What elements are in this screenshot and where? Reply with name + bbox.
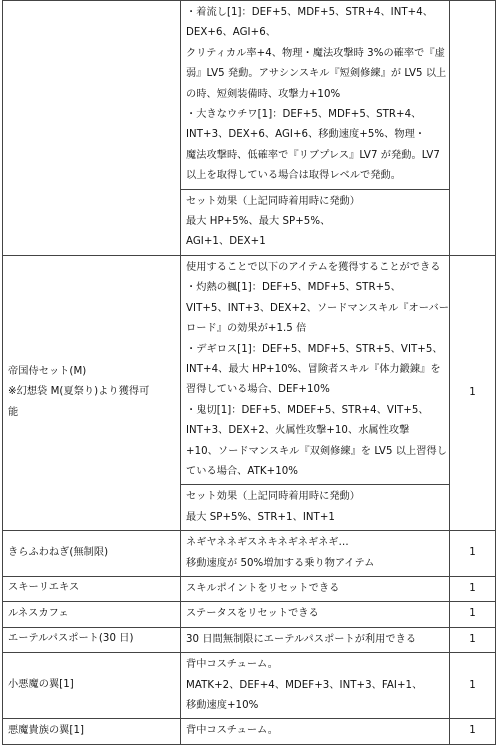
desc-line: 習得している場合、DEF+10% [186, 384, 330, 396]
table-row [3, 255, 496, 484]
item-name: きらふわねぎ(無制限) [8, 546, 109, 558]
item-desc-cell [181, 719, 450, 744]
item-name: エーテルパスポート(30 日) [8, 633, 134, 645]
desc-line: の時、短剣装備時、攻撃力+10% [186, 88, 341, 100]
table-row [3, 719, 496, 744]
desc-line: 使用することで以下のアイテムを獲得することができる [186, 261, 441, 273]
desc-line: 30 日間無制限にエーテルパスポートが利用できる [186, 633, 417, 645]
desc-line: ている場合、ATK+10% [186, 465, 299, 477]
desc-line: 移動速度が 50%増加する乗り物アイテム [186, 557, 375, 569]
item-desc-cell [181, 627, 450, 652]
item-name-cell [3, 653, 181, 719]
item-qty: 1 [469, 633, 476, 645]
desc-line: 最大 SP+5%、STR+1、INT+1 [186, 511, 335, 523]
item-qty-cell [450, 602, 496, 627]
desc-line: 背中コスチューム。 [186, 659, 278, 671]
desc-line: MATK+2、DEF+4、MDEF+3、INT+3、FAI+1、 [186, 679, 423, 691]
item-desc-cell [181, 602, 450, 627]
table-row [3, 653, 496, 719]
desc-line: VIT+5、INT+3、DEX+2、ソードマンスキル『オーバー [186, 302, 449, 314]
item-name-cell [3, 602, 181, 627]
item-qty: 1 [469, 582, 476, 594]
desc-line: INT+4、最大 HP+10%、冒険者スキル『体力鍛錬』を [186, 363, 441, 375]
item-note: 能 [8, 406, 19, 418]
item-name-cell [3, 531, 181, 577]
desc-line: DEX+6、AGI+6、 [186, 27, 276, 39]
item-name: ルネスカフェ [8, 607, 69, 619]
desc-line: 弱』LV5 発動。アサシンスキル『短剣修練』が LV5 以上 [186, 68, 447, 80]
desc-line: ・灼熱の楓[1]：DEF+5、MDF+5、STR+5、 [186, 282, 401, 294]
desc-line: ロード』の効果が+1.5 倍 [186, 323, 307, 335]
desc-line: 最大 HP+5%、最大 SP+5%、 [186, 216, 331, 228]
desc-line: INT+3、DEX+6、AGI+6、移動速度+5%、物理・ [186, 129, 426, 141]
table-row [3, 576, 496, 601]
desc-line: ステータスをリセットできる [186, 608, 319, 620]
table-row [3, 531, 496, 577]
table-row [3, 627, 496, 652]
item-qty-cell [450, 653, 496, 719]
item-desc-cell [181, 531, 450, 577]
item-qty: 1 [469, 547, 476, 559]
item-qty: 1 [469, 608, 476, 620]
item-name-cell [3, 576, 181, 601]
item-qty-cell [450, 576, 496, 601]
desc-line: スキルポイントをリセットできる [186, 582, 340, 594]
item-table [2, 0, 496, 745]
item-qty-cell [450, 531, 496, 577]
item-desc-cell [181, 653, 450, 719]
item-name-cell [3, 719, 181, 744]
item-name: スキーリエキス [8, 582, 80, 594]
desc-line: 移動速度+10% [186, 700, 259, 711]
desc-line: INT+3、DEX+2、火属性攻撃+10、水属性攻撃 [186, 425, 410, 437]
desc-line: ・鬼切[1]：DEF+5、MDEF+5、STR+4、VIT+5、 [186, 404, 429, 416]
desc-line: ・デギロス[1]：DEF+5、MDF+5、STR+5、VIT+5、 [186, 343, 443, 355]
item-desc-cell [181, 576, 450, 601]
item-qty-cell [450, 719, 496, 744]
item-name: 悪魔貴族の翼[1] [8, 724, 85, 736]
item-name-cell [3, 627, 181, 652]
item-desc-cell [181, 1, 450, 190]
desc-line: ネギヤネネギスネキネギネギネギ… [186, 537, 349, 549]
item-desc-cell [181, 189, 450, 255]
item-name-cell [3, 1, 181, 256]
item-qty-cell [450, 1, 496, 256]
item-name-cell [3, 255, 181, 530]
item-qty: 1 [469, 679, 476, 691]
desc-line: ・着流し[1]：DEF+5、MDF+5、STR+4、INT+4、 [186, 7, 434, 18]
item-desc-cell [181, 485, 450, 531]
item-name: 小悪魔の翼[1] [8, 679, 74, 691]
item-name: 帝国侍セット(M) [8, 365, 87, 377]
desc-line: クリティカル率+4、物理・魔法攻撃時 3%の確率で『虚 [186, 47, 445, 59]
table-row [3, 1, 496, 190]
desc-line: +10、ソードマンスキル『双剣修練』を LV5 以上習得し [186, 445, 447, 457]
desc-line: 魔法攻撃時、低確率で『リブプレス』LV7 が発動。LV7 [186, 149, 440, 161]
item-qty-cell [450, 627, 496, 652]
desc-line: セット効果（上記同時着用時に発動） [186, 491, 361, 503]
item-desc-cell [181, 255, 450, 484]
item-qty: 1 [469, 386, 476, 398]
desc-line: AGI+1、DEX+1 [186, 236, 266, 248]
item-note: ※幻想袋 M(夏祭り)より獲得可 [8, 386, 150, 398]
table-row [3, 602, 496, 627]
desc-line: セット効果（上記同時着用時に発動） [186, 195, 361, 207]
desc-line: 背中コスチューム。 [186, 725, 278, 737]
item-qty: 1 [469, 725, 476, 737]
desc-line: ・大きなウチワ[1]：DEF+5、MDF+5、STR+4、 [186, 109, 422, 121]
item-qty-cell [450, 255, 496, 530]
desc-line: 以上を取得している場合は取得レベルで発動。 [186, 170, 401, 182]
